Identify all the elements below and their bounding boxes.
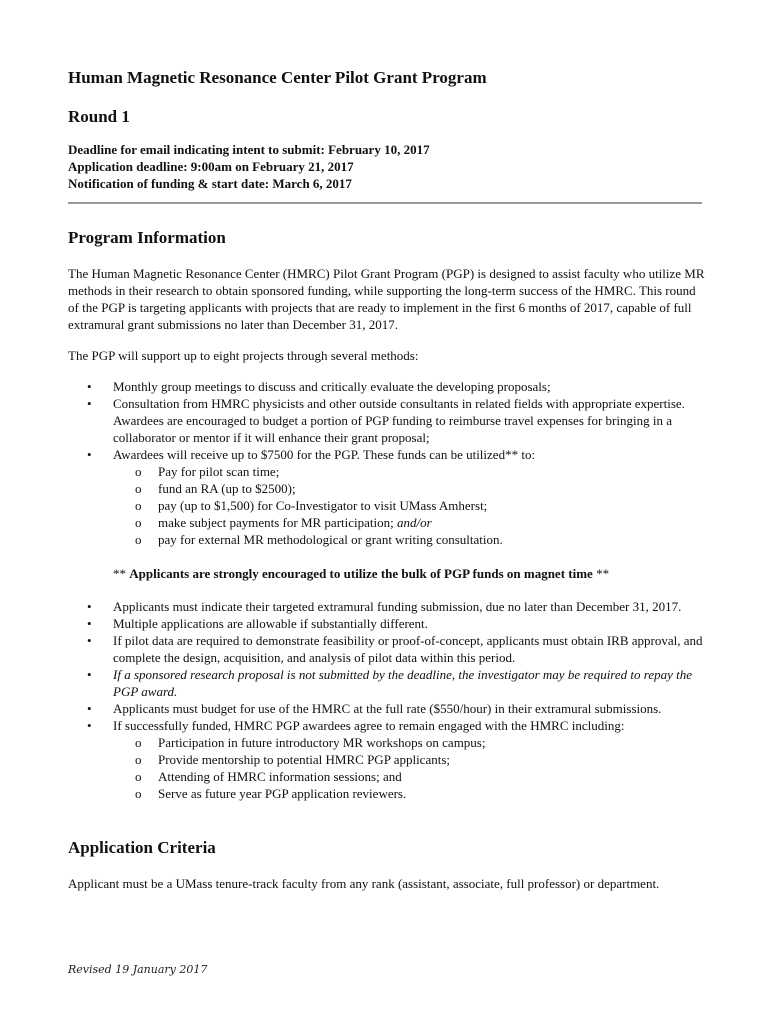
horizontal-divider <box>68 202 702 204</box>
bullet-icon: • <box>87 701 92 716</box>
document-page <box>68 68 708 892</box>
deadline-application: Application deadline: 9:00am on February 21, 2017 <box>68 159 354 174</box>
sub-list-item: o pay for external MR methodological or grant writing consultation. <box>135 532 503 547</box>
round-heading: Round 1 <box>68 107 130 126</box>
deadline-intent: Deadline for email indicating intent to submit: February 10, 2017 <box>68 142 430 157</box>
sub-list-item: o Serve as future year PGP application reviewers. <box>135 786 407 801</box>
deadlines-block <box>68 141 708 192</box>
list-item: • Applicants must indicate their targeted extramural funding submission, due no later than December 31, 2017. <box>87 599 682 614</box>
requirements-list <box>68 598 708 734</box>
bullet-icon: • <box>87 667 92 682</box>
sub-bullet-icon: o <box>135 769 142 784</box>
list-item: • Awardees will receive up to $7500 for the PGP. These funds can be utilized** to: <box>87 447 536 462</box>
sub-list-item: o Pay for pilot scan time; <box>135 464 280 479</box>
sub-bullet-icon: o <box>135 515 142 530</box>
bullet-icon: • <box>87 599 92 614</box>
program-info-heading: Program Information <box>68 228 226 247</box>
list-item: • If pilot data are required to demonstrate feasibility or proof-of-concept, applicants must obtain IRB approval, and complete the design, acquisition, and analysis of pilot data within this period. <box>87 633 703 665</box>
deadline-notification: Notification of funding & start date: March 6, 2017 <box>68 176 352 191</box>
sub-list-item: o fund an RA (up to $2500); <box>135 481 296 496</box>
sub-bullet-icon: o <box>135 786 142 801</box>
application-criteria-heading: Application Criteria <box>68 838 216 857</box>
list-item: • If a sponsored research proposal is not submitted by the deadline, the investigator may be required to repay the PGP award. <box>87 667 693 699</box>
sub-list-item: o pay (up to $1,500) for Co-Investigator to visit UMass Amherst; <box>135 498 488 513</box>
support-intro-paragraph: The PGP will support up to eight projects through several methods: <box>68 348 419 363</box>
document-title: Human Magnetic Resonance Center Pilot Grant Program <box>68 68 487 87</box>
funds-uses-list <box>68 463 708 548</box>
sub-bullet-icon: o <box>135 752 142 767</box>
sub-list-item: o make subject payments for MR participation; and/or <box>135 515 432 530</box>
sub-bullet-icon: o <box>135 532 142 547</box>
methods-list <box>68 378 708 463</box>
magnet-time-note: ** Applicants are strongly encouraged to utilize the bulk of PGP funds on magnet time ** <box>113 566 610 581</box>
revision-footer: Revised 19 January 2017 <box>68 963 208 976</box>
list-item: • Consultation from HMRC physicists and other outside consultants in related fields with appropriate expertise. Awardees are encouraged to budget a portion of PGP funding to reimburse travel expenses for bringing in a collaborator or mentor if it will enhance their grant proposal; <box>87 396 685 445</box>
sub-list-item: o Provide mentorship to potential HMRC PGP applicants; <box>135 752 451 767</box>
sub-bullet-icon: o <box>135 464 142 479</box>
bullet-icon: • <box>87 633 92 648</box>
program-intro-paragraph: The Human Magnetic Resonance Center (HMRC) Pilot Grant Program (PGP) is designed to assist faculty who utilize MR methods in their research to obtain sponsored funding, while supporting the long-term success of the HMRC. This round of the PGP is targeting applicants with projects that are ready to implement in the first 6 months of 2017, capable of full extramural grant submissions no later than December 31, 2017. <box>68 266 705 332</box>
sub-bullet-icon: o <box>135 481 142 496</box>
list-item: • If successfully funded, HMRC PGP awardees agree to remain engaged with the HMRC including: <box>87 718 625 733</box>
bullet-icon: • <box>87 447 92 462</box>
list-item: • Applicants must budget for use of the HMRC at the full rate ($550/hour) in their extramural submissions. <box>87 701 662 716</box>
sub-bullet-icon: o <box>135 735 142 750</box>
sub-list-item: o Attending of HMRC information sessions; and <box>135 769 402 784</box>
bullet-icon: • <box>87 396 92 411</box>
sub-bullet-icon: o <box>135 498 142 513</box>
list-item: • Multiple applications are allowable if substantially different. <box>87 616 428 631</box>
list-item: • Monthly group meetings to discuss and critically evaluate the developing proposals; <box>87 379 551 394</box>
bullet-icon: • <box>87 718 92 733</box>
and-or-emphasis: and/or <box>397 515 432 530</box>
engagement-list <box>68 734 708 802</box>
bullet-icon: • <box>87 616 92 631</box>
bullet-icon: • <box>87 379 92 394</box>
criteria-paragraph: Applicant must be a UMass tenure-track faculty from any rank (assistant, associate, full professor) or department. <box>68 876 660 891</box>
sub-list-item: o Participation in future introductory MR workshops on campus; <box>135 735 486 750</box>
